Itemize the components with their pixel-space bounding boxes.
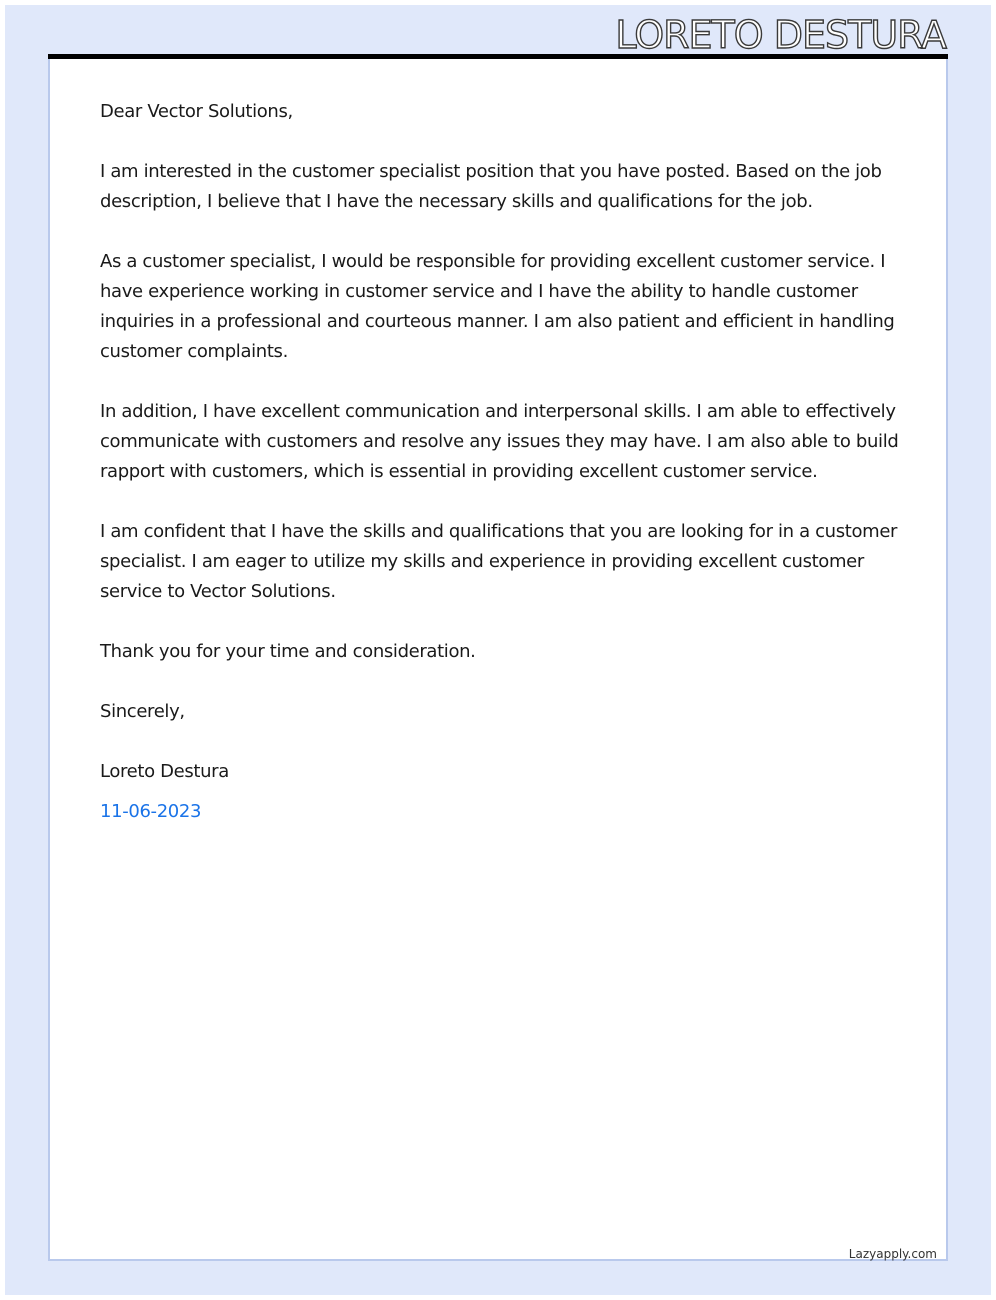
salutation: Dear Vector Solutions, [100, 101, 293, 122]
watermark: Lazyapply.com [848, 1247, 937, 1261]
paragraph-responsibilities: As a customer specialist, I would be responsible for providing excellent customer service. I have experience working in customer service and I have the ability to handle customer inquiries in a professional and courteous manner. I am also patient and efficient in handling customer complaints. [100, 251, 895, 362]
applicant-name-header: LORETO DESTURA [615, 13, 946, 57]
paragraph-confidence: I am confident that I have the skills and qualifications that you are looking for in a customer specialist. I am eager to utilize my skills and experience in providing excellent customer service to Vector Solutions. [100, 521, 898, 602]
paragraph-intro: I am interested in the customer specialist position that you have posted. Based on the job description, I believe that I have the necessary skills and qualifications for the job. [100, 161, 882, 212]
signature-name: Loreto Destura [100, 761, 229, 782]
cover-letter-body [100, 97, 900, 827]
paragraph-skills: In addition, I have excellent communication and interpersonal skills. I am able to effectively communicate with customers and resolve any issues they may have. I am also able to build rapport with customers, which is essential in providing excellent customer service. [100, 401, 899, 482]
letter-date: 11-06-2023 [100, 801, 202, 822]
paragraph-thanks: Thank you for your time and consideration. [100, 641, 476, 662]
closing: Sincerely, [100, 701, 185, 722]
